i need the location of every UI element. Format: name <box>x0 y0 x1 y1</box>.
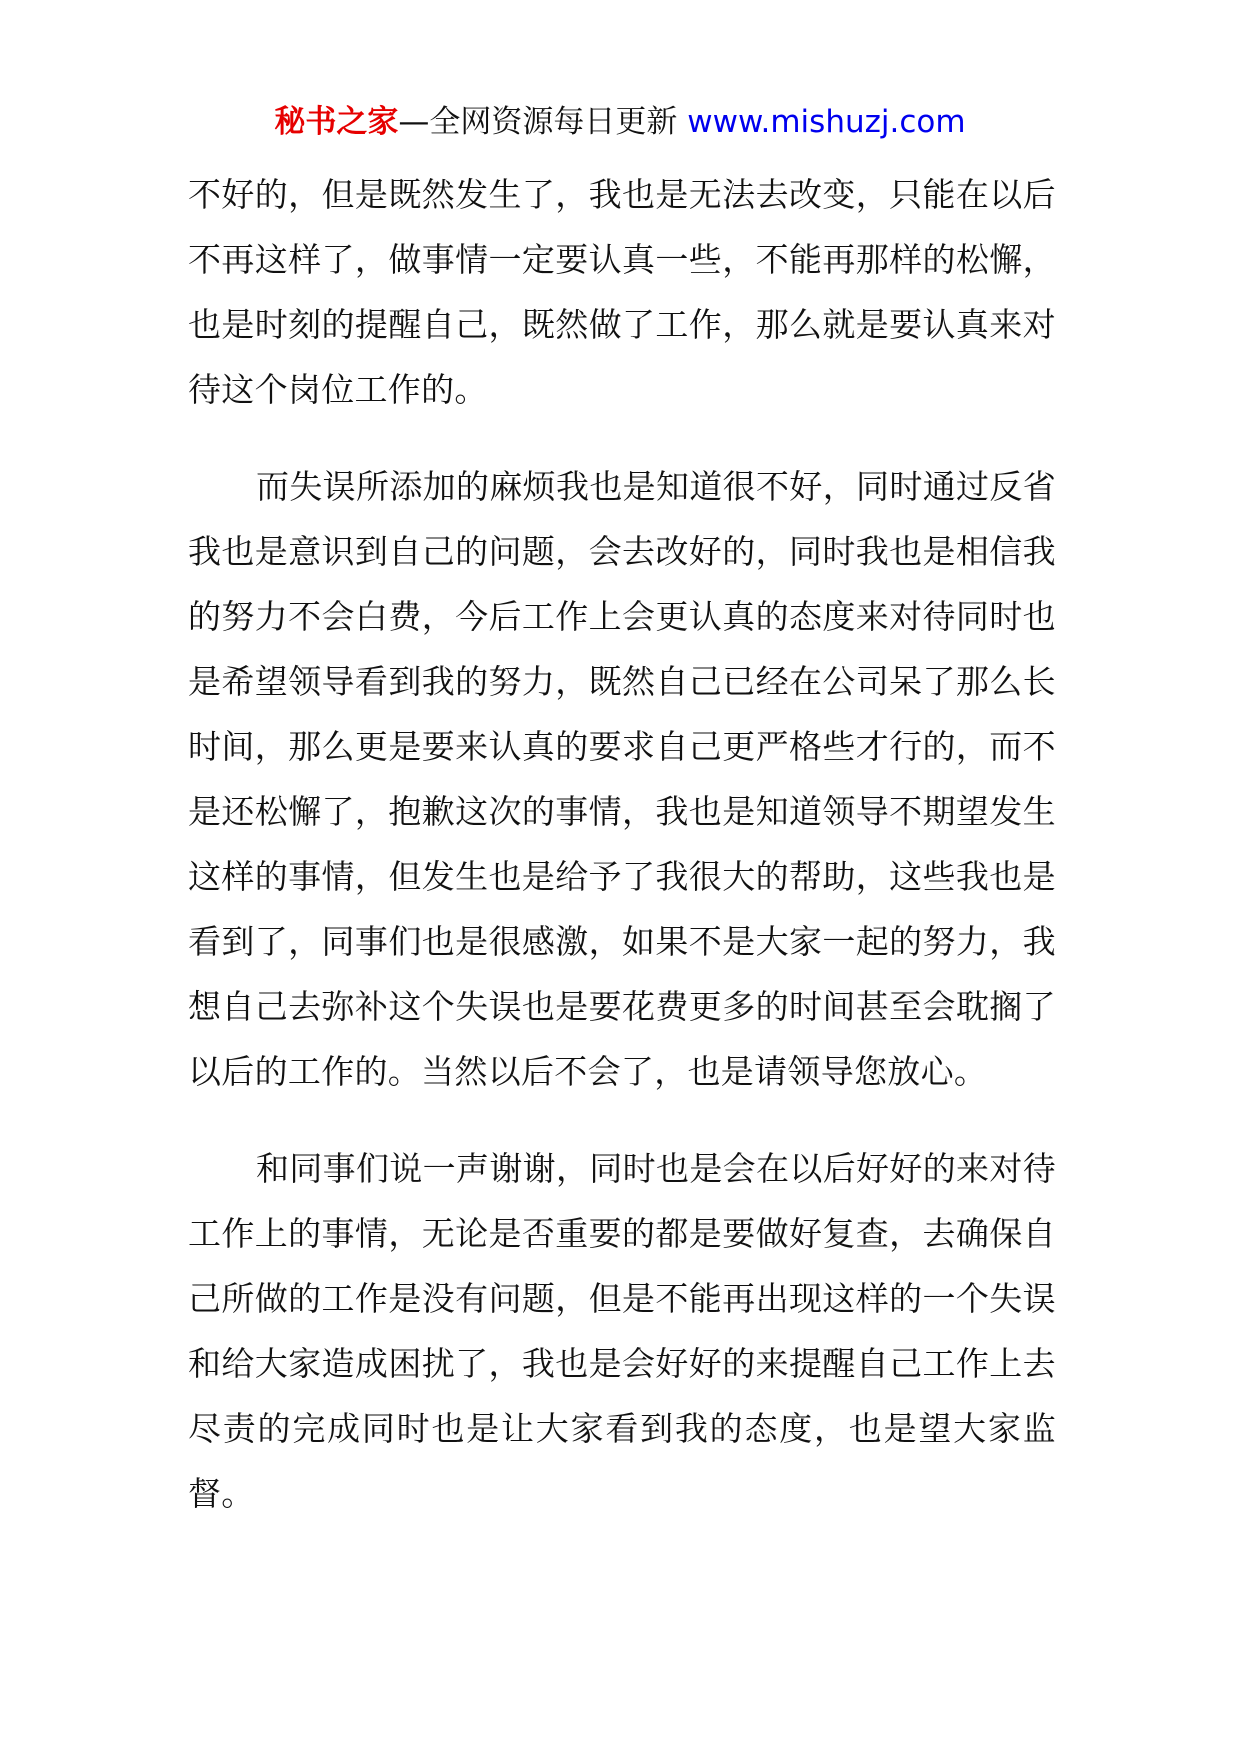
paragraph-continued: 不好的，但是既然发生了，我也是无法去改变，只能在以后不再这样了，做事情一定要认真一些，不能再那样的松懈，也是时刻的提醒自己，既然做了工作，那么就是要认真来对待这个岗位工作的。 <box>188 175 1056 409</box>
brand-name: 秘书之家 <box>274 104 399 140</box>
paragraph: 而失误所添加的麻烦我也是知道很不好，同时通过反省我也是意识到自己的问题，会去改好的，同时我也是相信我的努力不会白费，今后工作上会更认真的态度来对待同时也是希望领导看到我的努力，既然自己已经在公司呆了那么长时间，那么更是要来认真的要求自己更严格些才行的，而不是还松懈了，抱歉这次的事情，我也是知道领导不期望发生这样的事情，但发生也是给予了我很大的帮助，这些我也是看到了，同事们也是很感激，如果不是大家一起的努力，我想自己去弥补这个失误也是要花费更多的时间甚至会耽搁了以后的工作的。当然以后不会了，也是请领导您放心。 <box>188 467 1056 1091</box>
page-header <box>0 100 1240 144</box>
header-tagline: —全网资源每日更新 <box>398 104 688 140</box>
document-body <box>188 162 1056 1526</box>
website-link[interactable]: www.mishuzj.com <box>687 104 966 140</box>
paragraph: 和同事们说一声谢谢，同时也是会在以后好好的来对待工作上的事情，无论是否重要的都是要做好复查，去确保自己所做的工作是没有问题，但是不能再出现这样的一个失误和给大家造成困扰了，我也是会好好的来提醒自己工作上去尽责的完成同时也是让大家看到我的态度，也是望大家监督。 <box>188 1149 1056 1513</box>
